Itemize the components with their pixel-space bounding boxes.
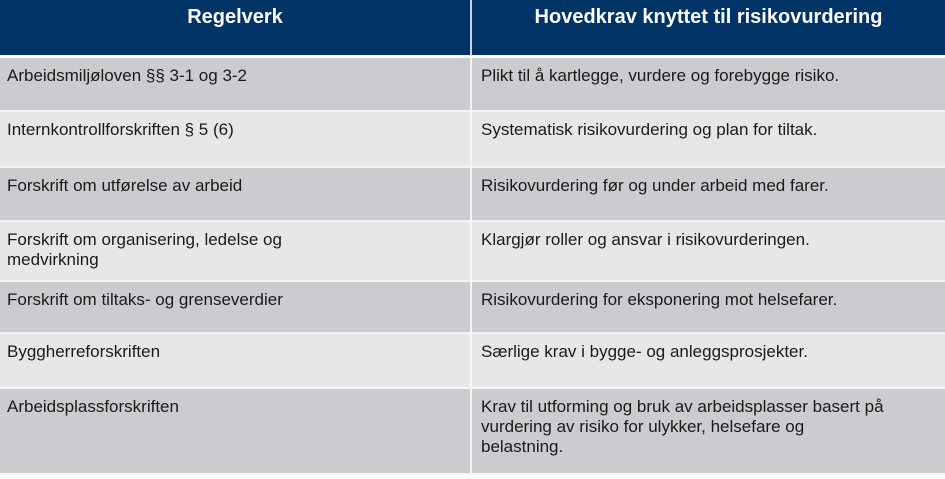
cell-regelverk: Forskrift om organisering, ledelse og medvirkning xyxy=(0,221,471,281)
table-row xyxy=(0,111,945,167)
cell-regelverk: Forskrift om utførelse av arbeid xyxy=(0,167,471,221)
cell-krav: Særlige krav i bygge- og anleggsprosjekter. xyxy=(471,333,945,388)
table-row xyxy=(0,221,945,281)
cell-regelverk: Byggherreforskriften xyxy=(0,333,471,388)
table-row xyxy=(0,333,945,388)
cell-krav: Klargjør roller og ansvar i risikovurderingen. xyxy=(471,221,945,281)
cell-krav: Krav til utforming og bruk av arbeidsplasser basert på vurdering av risiko for ulykker, helsefare og belastning. xyxy=(471,388,945,474)
cell-regelverk: Forskrift om tiltaks- og grenseverdier xyxy=(0,281,471,333)
cell-regelverk: Arbeidsplassforskriften xyxy=(0,388,471,474)
cell-regelverk: Internkontrollforskriften § 5 (6) xyxy=(0,111,471,167)
table-row xyxy=(0,388,945,474)
cell-regelverk: Arbeidsmiljøloven §§ 3-1 og 3-2 xyxy=(0,56,471,111)
header-hovedkrav: Hovedkrav knyttet til risikovurdering xyxy=(471,0,945,56)
cell-krav: Systematisk risikovurdering og plan for tiltak. xyxy=(471,111,945,167)
cell-krav: Risikovurdering før og under arbeid med farer. xyxy=(471,167,945,221)
cell-krav: Plikt til å kartlegge, vurdere og forebygge risiko. xyxy=(471,56,945,111)
header-regelverk: Regelverk xyxy=(0,0,471,56)
table-header-row xyxy=(0,0,945,56)
table-row xyxy=(0,167,945,221)
cell-krav: Risikovurdering for eksponering mot helsefarer. xyxy=(471,281,945,333)
table-row xyxy=(0,281,945,333)
table-row xyxy=(0,56,945,111)
